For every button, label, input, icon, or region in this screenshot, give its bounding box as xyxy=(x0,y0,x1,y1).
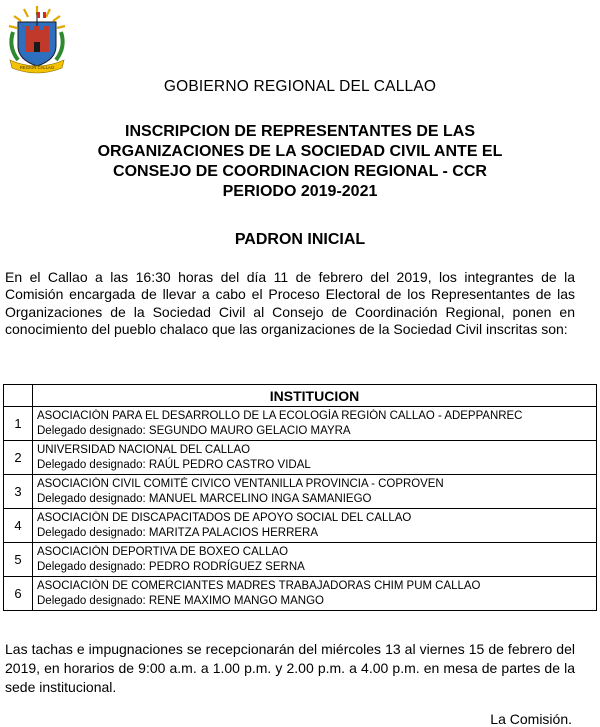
signature: La Comisión. xyxy=(490,711,572,727)
row-number: 1 xyxy=(4,407,33,441)
callao-coat-of-arms-icon xyxy=(4,2,70,74)
organization-name: UNIVERSIDAD NACIONAL DEL CALLAO xyxy=(37,443,251,456)
organization-name: ASOCIACIÓN DEPORTIVA DE BOXEO CALLAO xyxy=(37,545,289,558)
institutions-table xyxy=(3,384,597,611)
delegate-name: Delegado designado: MARITZA PALACIOS HERRERA xyxy=(37,526,319,539)
title-line: INSCRIPCION DE REPRESENTANTES DE LAS xyxy=(125,123,475,140)
row-info xyxy=(33,509,597,543)
table-header-blank xyxy=(4,385,33,407)
svg-text:REGION CALLAO: REGION CALLAO xyxy=(19,65,55,70)
table-row xyxy=(4,543,597,577)
table-row xyxy=(4,407,597,441)
organization-name: ASOCIACIÓN CIVIL COMITÉ CIVICO VENTANILLA PROVINCIA - COPROVEN xyxy=(37,477,444,490)
row-number: 6 xyxy=(4,577,33,611)
table-row xyxy=(4,441,597,475)
delegate-name: Delegado designado: PEDRO RODRÍGUEZ SERNA xyxy=(37,560,305,573)
row-info xyxy=(33,475,597,509)
document-subtitle: PADRON INICIAL xyxy=(234,231,366,248)
row-number: 5 xyxy=(4,543,33,577)
row-number: 3 xyxy=(4,475,33,509)
row-info xyxy=(33,543,597,577)
row-number: 2 xyxy=(4,441,33,475)
closing-paragraph: Las tachas e impugnaciones se recepcionarán del miércoles 13 al viernes 15 de febrero del 2019, en horarios de 9:00 a.m. a 1.00 p.m. y 2.00 p.m. a 4.00 p.m. en mesa de partes de la sede institucional. xyxy=(5,641,575,695)
table-header-row xyxy=(4,385,597,407)
row-info xyxy=(33,407,597,441)
delegate-name: Delegado designado: RENE MAXIMO MANGO MANGO xyxy=(37,594,324,607)
title-line: PERIODO 2019-2021 xyxy=(222,183,378,200)
row-info xyxy=(33,441,597,475)
table-row xyxy=(4,509,597,543)
delegate-name: Delegado designado: RAÚL PEDRO CASTRO VIDAL xyxy=(37,458,311,471)
row-number: 4 xyxy=(4,509,33,543)
intro-paragraph: En el Callao a las 16:30 horas del día 11 de febrero del 2019, los integrantes de la Comisión encargada de llevar a cabo el Proceso Electoral de los Representantes de las Organizaciones de la Sociedad Civil al Consejo de Coordinación Regional, ponen en conocimiento del pueblo chalaco que las organizaciones de la Sociedad Civil inscritas son: xyxy=(5,269,575,338)
organization-name: ASOCIACIÓN DE COMERCIANTES MADRES TRABAJADORAS CHIM PUM CALLAO xyxy=(37,579,481,592)
table-header: INSTITUCION xyxy=(33,385,597,407)
row-info xyxy=(33,577,597,611)
delegate-name: Delegado designado: SEGUNDO MAURO GELACIO MAYRA xyxy=(37,424,351,437)
table-row xyxy=(4,577,597,611)
organization-name: ASOCIACIÓN DE DISCAPACITADOS DE APOYO SOCIAL DEL CALLAO xyxy=(37,511,412,524)
document-title xyxy=(40,122,560,202)
table-row xyxy=(4,475,597,509)
delegate-name: Delegado designado: MANUEL MARCELINO INGA SAMANIEGO xyxy=(37,492,372,505)
title-line: CONSEJO DE COORDINACION REGIONAL - CCR xyxy=(113,163,487,180)
title-line: ORGANIZACIONES DE LA SOCIEDAD CIVIL ANTE EL xyxy=(97,143,503,160)
organization-name: ASOCIACIÓN PARA EL DESARROLLO DE LA ECOLOGÍA REGIÓN CALLAO - ADEPPANREC xyxy=(37,409,523,422)
government-name: GOBIERNO REGIONAL DEL CALLAO xyxy=(163,78,437,95)
